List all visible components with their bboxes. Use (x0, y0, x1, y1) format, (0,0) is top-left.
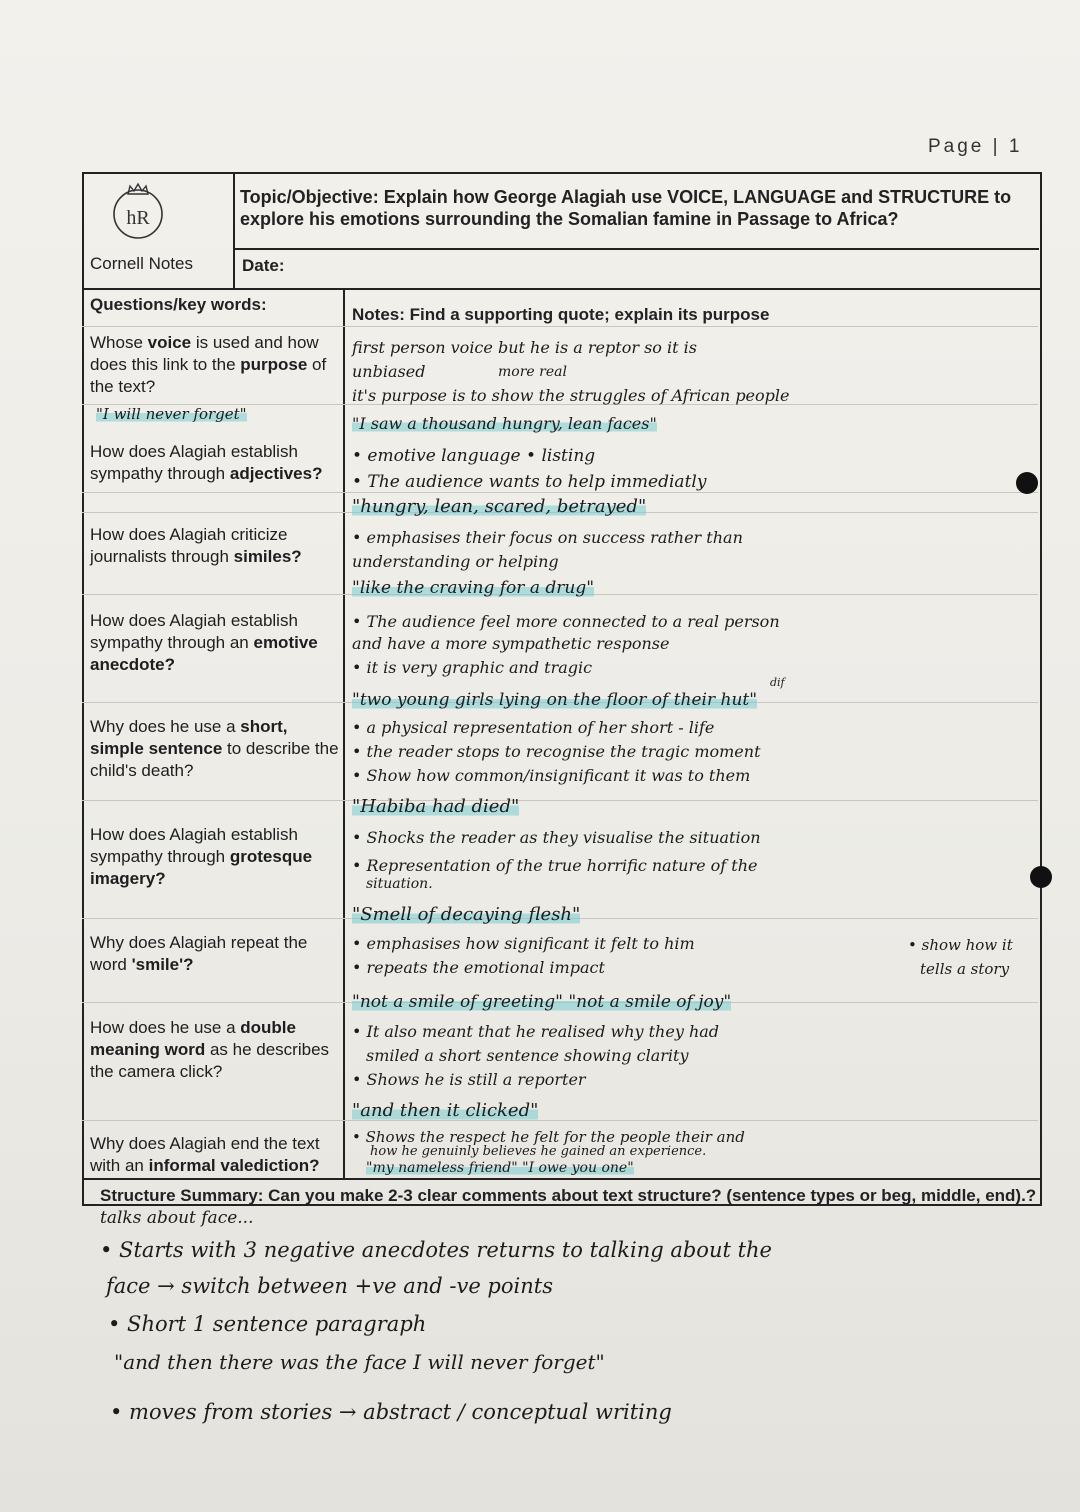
note-line: situation. (366, 876, 433, 892)
note-line: • show how it (908, 936, 1013, 954)
note-line: • Representation of the true horrific nature of the (352, 856, 758, 875)
note-line: • Shocks the reader as they visualise the situation (352, 828, 761, 847)
topic-objective: Topic/Objective: Explain how George Alagiah use VOICE, LANGUAGE and STRUCTURE to explore his emotions surrounding the Somalian famine in Passage to Africa? (240, 187, 1012, 229)
note-line: • Show how common/insignificant it was to them (352, 766, 751, 785)
note-line: smiled a short sentence showing clarity (366, 1046, 689, 1065)
note-quote: "hungry, lean, scared, betrayed" (352, 496, 647, 517)
summary-line: talks about face... (100, 1208, 254, 1228)
summary-question: Structure Summary: Can you make 2-3 clear comments about text structure? (sentence types or beg, middle, end).? (100, 1186, 1037, 1205)
note-quote: "Habiba had died" (352, 796, 520, 817)
question-valediction: Why does Alagiah end the text with an informal valediction? (90, 1134, 320, 1175)
header-divider (233, 172, 235, 290)
question-adjectives: How does Alagiah establish sympathy through adjectives? (90, 442, 323, 483)
hole-punch (1030, 866, 1052, 888)
page-number: Page | 1 (928, 136, 1023, 157)
note-line: • The audience feel more connected to a real person (352, 612, 780, 631)
note-line: • it is very graphic and tragic (352, 658, 593, 677)
note-line: dif (770, 676, 785, 689)
summary-rule (82, 1178, 1040, 1180)
note-line: • emotive language • listing (352, 446, 596, 466)
notes-header: Notes: Find a supporting quote; explain its purpose (352, 305, 770, 324)
question-voice: Whose voice is used and how does this link to the purpose of the text? (90, 333, 327, 396)
note-line: more real (498, 364, 567, 380)
header-rule (82, 288, 1040, 290)
summary-line: • Short 1 sentence paragraph (108, 1312, 427, 1336)
question-double-meaning: How does he use a double meaning word as he describes the camera click? (90, 1018, 330, 1081)
note-quote: "and then it clicked" (352, 1100, 539, 1121)
note-quote: "I saw a thousand hungry, lean faces" (352, 414, 657, 433)
topic-rule (233, 248, 1039, 250)
column-divider (343, 290, 345, 1178)
note-line: • emphasises their focus on success rather than (352, 528, 743, 547)
note-line: • a physical representation of her short - life (352, 718, 715, 737)
question-grotesque: How does Alagiah establish sympathy through grotesque imagery? (90, 825, 313, 888)
note-quote: "my nameless friend" "I owe you one" (366, 1160, 634, 1176)
left-quote: "I will never forget" (96, 405, 247, 423)
cornell-notes-label: Cornell Notes (90, 254, 193, 273)
summary-line: face → switch between +ve and -ve points (106, 1274, 553, 1298)
question-anecdote: How does Alagiah establish sympathy through an emotive anecdote? (90, 611, 318, 674)
questions-header: Questions/key words: (90, 295, 267, 314)
crest-logo (110, 180, 166, 240)
logo-text: hR (126, 207, 150, 229)
note-line: • the reader stops to recognise the tragic moment (352, 742, 761, 761)
question-short-sentence: Why does he use a short, simple sentence to describe the child's death? (90, 717, 339, 780)
note-line: understanding or helping (352, 552, 559, 571)
summary-line: • moves from stories → abstract / conceptual writing (110, 1400, 672, 1424)
summary-line: • Starts with 3 negative anecdotes returns to talking about the (100, 1238, 772, 1262)
note-quote: "like the craving for a drug" (352, 578, 595, 598)
note-line: tells a story (920, 960, 1010, 978)
note-quote: "Smell of decaying flesh" (352, 904, 581, 925)
note-quote: "not a smile of greeting" "not a smile of joy" (352, 992, 732, 1012)
date-label: Date: (242, 256, 285, 275)
note-line: • Shows he is still a reporter (352, 1070, 586, 1089)
note-line: • It also meant that he realised why they had (352, 1022, 720, 1041)
question-smile: Why does Alagiah repeat the word 'smile'? (90, 933, 308, 974)
hole-punch (1016, 472, 1038, 494)
note-line: • emphasises how significant it felt to him (352, 934, 695, 953)
note-quote: "two young girls lying on the floor of their hut" (352, 690, 758, 710)
note-line: how he genuinly believes he gained an experience. (370, 1144, 707, 1159)
note-line: • repeats the emotional impact (352, 958, 605, 977)
summary-line: "and then there was the face I will never forget" (114, 1350, 605, 1374)
note-line: • The audience wants to help immediatly (352, 472, 707, 492)
note-line: and have a more sympathetic response (352, 634, 670, 653)
question-similes: How does Alagiah criticize journalists through similes? (90, 525, 302, 566)
note-line: it's purpose is to show the struggles of African people (352, 386, 790, 405)
note-line: • Shows the respect he felt for the people their and (352, 1128, 745, 1146)
note-line: unbiased (352, 362, 426, 381)
note-line: first person voice but he is a reptor so it is (352, 338, 697, 357)
